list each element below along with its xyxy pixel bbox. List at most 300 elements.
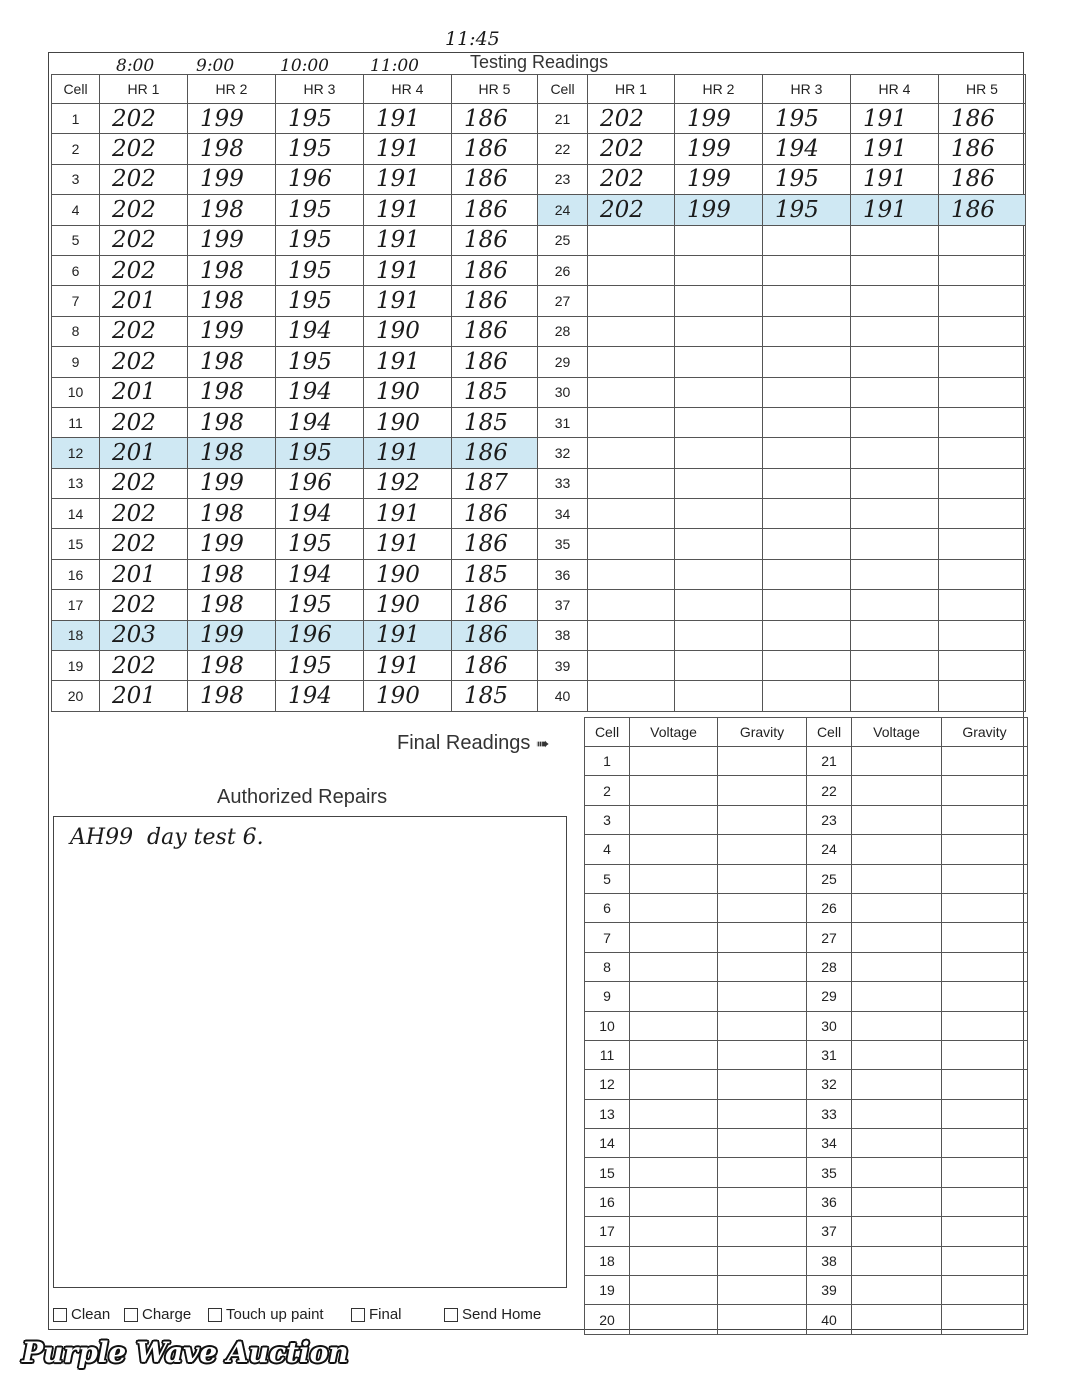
reading-value: 198 [188,255,276,285]
reading-value [851,286,939,316]
cell-number: 20 [52,681,100,711]
reading-value [763,347,851,377]
reading-value: 202 [100,407,188,437]
table-row [585,776,1028,805]
reading-value [939,529,1026,559]
voltage-field[interactable] [852,776,942,805]
column-header: HR 2 [675,75,763,104]
reading-value: 186 [452,590,538,620]
reading-value [939,407,1026,437]
reading-value: 191 [364,255,452,285]
reading-value: 191 [364,286,452,316]
gravity-field[interactable] [942,1099,1028,1128]
reading-value: 199 [188,225,276,255]
cell-number: 36 [538,559,588,589]
voltage-field[interactable] [630,864,718,893]
voltage-field[interactable] [630,1246,718,1275]
final-checkbox[interactable] [351,1306,402,1323]
gravity-field[interactable] [718,1305,807,1334]
reading-value [851,620,939,650]
voltage-field[interactable] [852,747,942,776]
cell-number: 19 [52,651,100,681]
reading-value: 199 [188,529,276,559]
voltage-field[interactable] [630,1276,718,1305]
voltage-field[interactable] [630,893,718,922]
column-header: Voltage [630,718,718,747]
cell-number: 34 [807,1129,852,1158]
cell-number: 14 [585,1129,630,1158]
reading-value: 195 [276,529,364,559]
reading-value: 202 [588,195,675,225]
column-header: HR 2 [188,75,276,104]
cell-number: 25 [807,864,852,893]
reading-value: 195 [276,104,364,134]
checkbox-box[interactable] [351,1308,365,1322]
table-row [52,104,1026,134]
voltage-field[interactable] [630,1217,718,1246]
reading-value: 202 [100,255,188,285]
reading-value [588,286,675,316]
checkbox-box[interactable] [444,1308,458,1322]
cell-number: 24 [538,195,588,225]
gravity-field[interactable] [942,952,1028,981]
reading-value: 195 [276,438,364,468]
reading-value: 202 [588,134,675,164]
reading-value: 191 [364,195,452,225]
gravity-field[interactable] [942,1217,1028,1246]
cell-number: 33 [807,1099,852,1128]
gravity-field[interactable] [718,1040,807,1069]
table-row [585,1158,1028,1187]
gravity-field[interactable] [942,805,1028,834]
table-row [52,347,1026,377]
gravity-field[interactable] [942,1246,1028,1275]
reading-value [675,286,763,316]
reading-value [851,651,939,681]
voltage-field[interactable] [630,1129,718,1158]
gravity-field[interactable] [718,1129,807,1158]
cell-number: 27 [807,923,852,952]
voltage-field[interactable] [630,776,718,805]
reading-value [763,377,851,407]
cell-number: 38 [807,1246,852,1275]
table-row [585,864,1028,893]
charge-checkbox[interactable] [124,1306,191,1323]
reading-value: 195 [276,225,364,255]
gravity-field[interactable] [942,1276,1028,1305]
reading-value [851,499,939,529]
column-header: Gravity [942,718,1028,747]
final-header-row [585,718,1028,747]
reading-value [763,499,851,529]
table-row [52,681,1026,711]
cell-number: 12 [52,438,100,468]
reading-value: 194 [276,377,364,407]
hour-annotation-1: 8:00 [116,56,155,76]
reading-value: 186 [452,164,538,194]
cell-number: 36 [807,1187,852,1216]
checkbox-box[interactable] [53,1308,67,1322]
gravity-field[interactable] [718,1099,807,1128]
gravity-field[interactable] [942,1129,1028,1158]
table-row [52,438,1026,468]
column-header: Cell [585,718,630,747]
gravity-field[interactable] [718,1011,807,1040]
reading-value: 194 [276,681,364,711]
reading-value: 195 [276,255,364,285]
column-header: HR 3 [276,75,364,104]
reading-value [675,255,763,285]
voltage-field[interactable] [630,805,718,834]
cell-number: 37 [807,1217,852,1246]
cell-number: 40 [807,1305,852,1334]
table-row [585,1040,1028,1069]
gravity-field[interactable] [718,1070,807,1099]
table-row [585,1246,1028,1275]
reading-value: 190 [364,559,452,589]
reading-value: 202 [100,134,188,164]
cell-number: 3 [52,164,100,194]
reading-value: 186 [939,134,1026,164]
reading-value: 194 [276,499,364,529]
reading-value: 195 [763,104,851,134]
gravity-field[interactable] [942,1011,1028,1040]
reading-value [763,407,851,437]
voltage-field[interactable] [630,982,718,1011]
cell-number: 39 [538,651,588,681]
gravity-field[interactable] [718,835,807,864]
cell-number: 23 [538,164,588,194]
reading-value [588,438,675,468]
voltage-field[interactable] [852,982,942,1011]
final-readings-title [397,732,549,755]
cell-number: 21 [538,104,588,134]
clean-label: Clean [71,1306,111,1323]
cell-number: 1 [52,104,100,134]
voltage-field[interactable] [852,1158,942,1187]
reading-value [939,225,1026,255]
reading-value [851,529,939,559]
reading-value: 186 [452,195,538,225]
voltage-field[interactable] [630,1099,718,1128]
reading-value: 192 [364,468,452,498]
reading-value [851,590,939,620]
cell-number: 15 [585,1158,630,1187]
reading-value [851,468,939,498]
reading-value: 191 [364,620,452,650]
cell-number: 25 [538,225,588,255]
reading-value: 199 [675,195,763,225]
cell-number: 30 [538,377,588,407]
reading-value: 190 [364,590,452,620]
table-row [52,468,1026,498]
reading-value: 186 [452,529,538,559]
reading-value: 191 [364,529,452,559]
voltage-field[interactable] [630,1187,718,1216]
gravity-field[interactable] [942,982,1028,1011]
hour-annotation-4: 11:00 [370,56,419,76]
voltage-field[interactable] [852,1129,942,1158]
reading-value: 203 [100,620,188,650]
table-row [52,255,1026,285]
gravity-field[interactable] [718,776,807,805]
clean-checkbox[interactable] [53,1306,110,1323]
cell-number: 6 [585,893,630,922]
reading-value: 191 [851,134,939,164]
reading-value: 186 [452,620,538,650]
reading-value [588,559,675,589]
cell-number: 26 [807,893,852,922]
cell-number: 23 [807,805,852,834]
table-row [52,620,1026,650]
gravity-field[interactable] [718,982,807,1011]
reading-value: 190 [364,316,452,346]
cell-number: 13 [52,468,100,498]
reading-value: 185 [452,407,538,437]
gravity-field[interactable] [942,893,1028,922]
touch-up-paint-checkbox[interactable] [208,1306,324,1323]
reading-value: 202 [100,651,188,681]
reading-value: 191 [851,104,939,134]
table-row [585,1217,1028,1246]
reading-value [763,316,851,346]
voltage-field[interactable] [852,893,942,922]
cell-number: 17 [52,590,100,620]
testing-readings-title: Testing Readings [470,52,609,72]
cell-number: 10 [585,1011,630,1040]
reading-value: 196 [276,620,364,650]
column-header: Voltage [852,718,942,747]
cell-number: 10 [52,377,100,407]
reading-value: 199 [675,134,763,164]
voltage-field[interactable] [852,1305,942,1334]
cell-number: 2 [585,776,630,805]
voltage-field[interactable] [852,1099,942,1128]
reading-value: 202 [100,195,188,225]
testing-readings-table [51,74,1026,712]
reading-value: 202 [100,104,188,134]
reading-value: 199 [675,164,763,194]
reading-value [851,681,939,711]
reading-value [588,499,675,529]
send-home-checkbox[interactable] [444,1306,541,1323]
reading-value: 198 [188,559,276,589]
cell-number: 20 [585,1305,630,1334]
gravity-field[interactable] [942,747,1028,776]
reading-value: 199 [188,104,276,134]
reading-value [851,377,939,407]
cell-number: 34 [538,499,588,529]
cell-number: 9 [585,982,630,1011]
gravity-field[interactable] [718,1246,807,1275]
cell-number: 8 [585,952,630,981]
voltage-field[interactable] [852,864,942,893]
voltage-field[interactable] [852,1187,942,1216]
cell-number: 32 [807,1070,852,1099]
table-row [52,651,1026,681]
reading-value [939,590,1026,620]
table-row [52,407,1026,437]
cell-number: 31 [807,1040,852,1069]
reading-value [763,620,851,650]
gravity-field[interactable] [718,1158,807,1187]
cell-number: 4 [585,835,630,864]
gravity-field[interactable] [718,864,807,893]
reading-value: 185 [452,681,538,711]
gravity-field[interactable] [718,1187,807,1216]
reading-value [675,681,763,711]
reading-value [851,407,939,437]
checkbox-box[interactable] [208,1308,222,1322]
gravity-field[interactable] [718,923,807,952]
reading-value [939,347,1026,377]
table-row [52,377,1026,407]
cell-number: 18 [585,1246,630,1275]
table-row [585,923,1028,952]
voltage-field[interactable] [630,1070,718,1099]
testing-header-row [52,75,1026,104]
reading-value: 186 [939,104,1026,134]
gravity-field[interactable] [942,923,1028,952]
table-row [52,590,1026,620]
reading-value: 191 [364,225,452,255]
voltage-field[interactable] [852,1040,942,1069]
reading-value [588,407,675,437]
top-time-annotation: 11:45 [445,28,500,50]
column-header: HR 1 [588,75,675,104]
voltage-field[interactable] [852,1217,942,1246]
cell-number: 5 [585,864,630,893]
repairs-note: AH99 day test 6. [70,825,264,850]
table-row [585,1099,1028,1128]
reading-value [851,559,939,589]
reading-value [588,377,675,407]
reading-value: 202 [100,225,188,255]
table-row [585,747,1028,776]
reading-value: 195 [763,195,851,225]
reading-value: 198 [188,286,276,316]
reading-value [588,347,675,377]
cell-number: 27 [538,286,588,316]
reading-value [675,651,763,681]
cell-number: 11 [52,407,100,437]
reading-value [675,468,763,498]
reading-value: 186 [452,286,538,316]
voltage-field[interactable] [852,835,942,864]
reading-value: 201 [100,286,188,316]
reading-value: 191 [364,134,452,164]
reading-value: 186 [452,134,538,164]
gravity-field[interactable] [942,1305,1028,1334]
cell-number: 9 [52,347,100,377]
gravity-field[interactable] [942,1187,1028,1216]
voltage-field[interactable] [630,747,718,776]
reading-value [939,468,1026,498]
reading-value: 199 [675,104,763,134]
voltage-field[interactable] [852,923,942,952]
cell-number: 24 [807,835,852,864]
reading-value: 187 [452,468,538,498]
reading-value: 190 [364,681,452,711]
table-row [585,1070,1028,1099]
table-row [52,529,1026,559]
voltage-field[interactable] [852,1276,942,1305]
gravity-field[interactable] [718,1276,807,1305]
reading-value [939,681,1026,711]
reading-value: 186 [452,316,538,346]
cell-number: 22 [538,134,588,164]
voltage-field[interactable] [630,1158,718,1187]
gravity-field[interactable] [942,1040,1028,1069]
table-row [52,286,1026,316]
voltage-field[interactable] [852,805,942,834]
reading-value: 199 [188,620,276,650]
authorized-repairs-box[interactable] [53,816,567,1288]
gravity-field[interactable] [718,747,807,776]
cell-number: 1 [585,747,630,776]
column-header: HR 4 [851,75,939,104]
voltage-field[interactable] [630,952,718,981]
gravity-field[interactable] [718,893,807,922]
cell-number: 40 [538,681,588,711]
reading-value [851,225,939,255]
gravity-field[interactable] [942,864,1028,893]
voltage-field[interactable] [852,1011,942,1040]
reading-value: 196 [276,164,364,194]
gravity-field[interactable] [942,1070,1028,1099]
voltage-field[interactable] [630,1011,718,1040]
reading-value [763,590,851,620]
reading-value [939,438,1026,468]
final-label: Final [369,1306,402,1323]
reading-value: 186 [452,225,538,255]
gravity-field[interactable] [942,835,1028,864]
reading-value [763,651,851,681]
reading-value: 186 [452,104,538,134]
reading-value: 190 [364,407,452,437]
reading-value: 195 [763,164,851,194]
voltage-field[interactable] [852,1070,942,1099]
voltage-field[interactable] [630,1305,718,1334]
table-row [585,1187,1028,1216]
voltage-field[interactable] [630,1040,718,1069]
voltage-field[interactable] [630,835,718,864]
gravity-field[interactable] [718,1217,807,1246]
voltage-field[interactable] [630,923,718,952]
checkbox-box[interactable] [124,1308,138,1322]
cell-number: 7 [52,286,100,316]
gravity-field[interactable] [718,952,807,981]
gravity-field[interactable] [942,776,1028,805]
cell-number: 33 [538,468,588,498]
gravity-field[interactable] [718,805,807,834]
reading-value: 194 [763,134,851,164]
reading-value: 195 [276,134,364,164]
reading-value [763,438,851,468]
table-row [585,805,1028,834]
reading-value: 186 [452,255,538,285]
voltage-field[interactable] [852,1246,942,1275]
table-row [585,1276,1028,1305]
cell-number: 2 [52,134,100,164]
cell-number: 5 [52,225,100,255]
gravity-field[interactable] [942,1158,1028,1187]
arrow-right-icon: ➠ [535,736,550,753]
reading-value: 191 [364,499,452,529]
table-row [585,893,1028,922]
voltage-field[interactable] [852,952,942,981]
column-header: HR 3 [763,75,851,104]
